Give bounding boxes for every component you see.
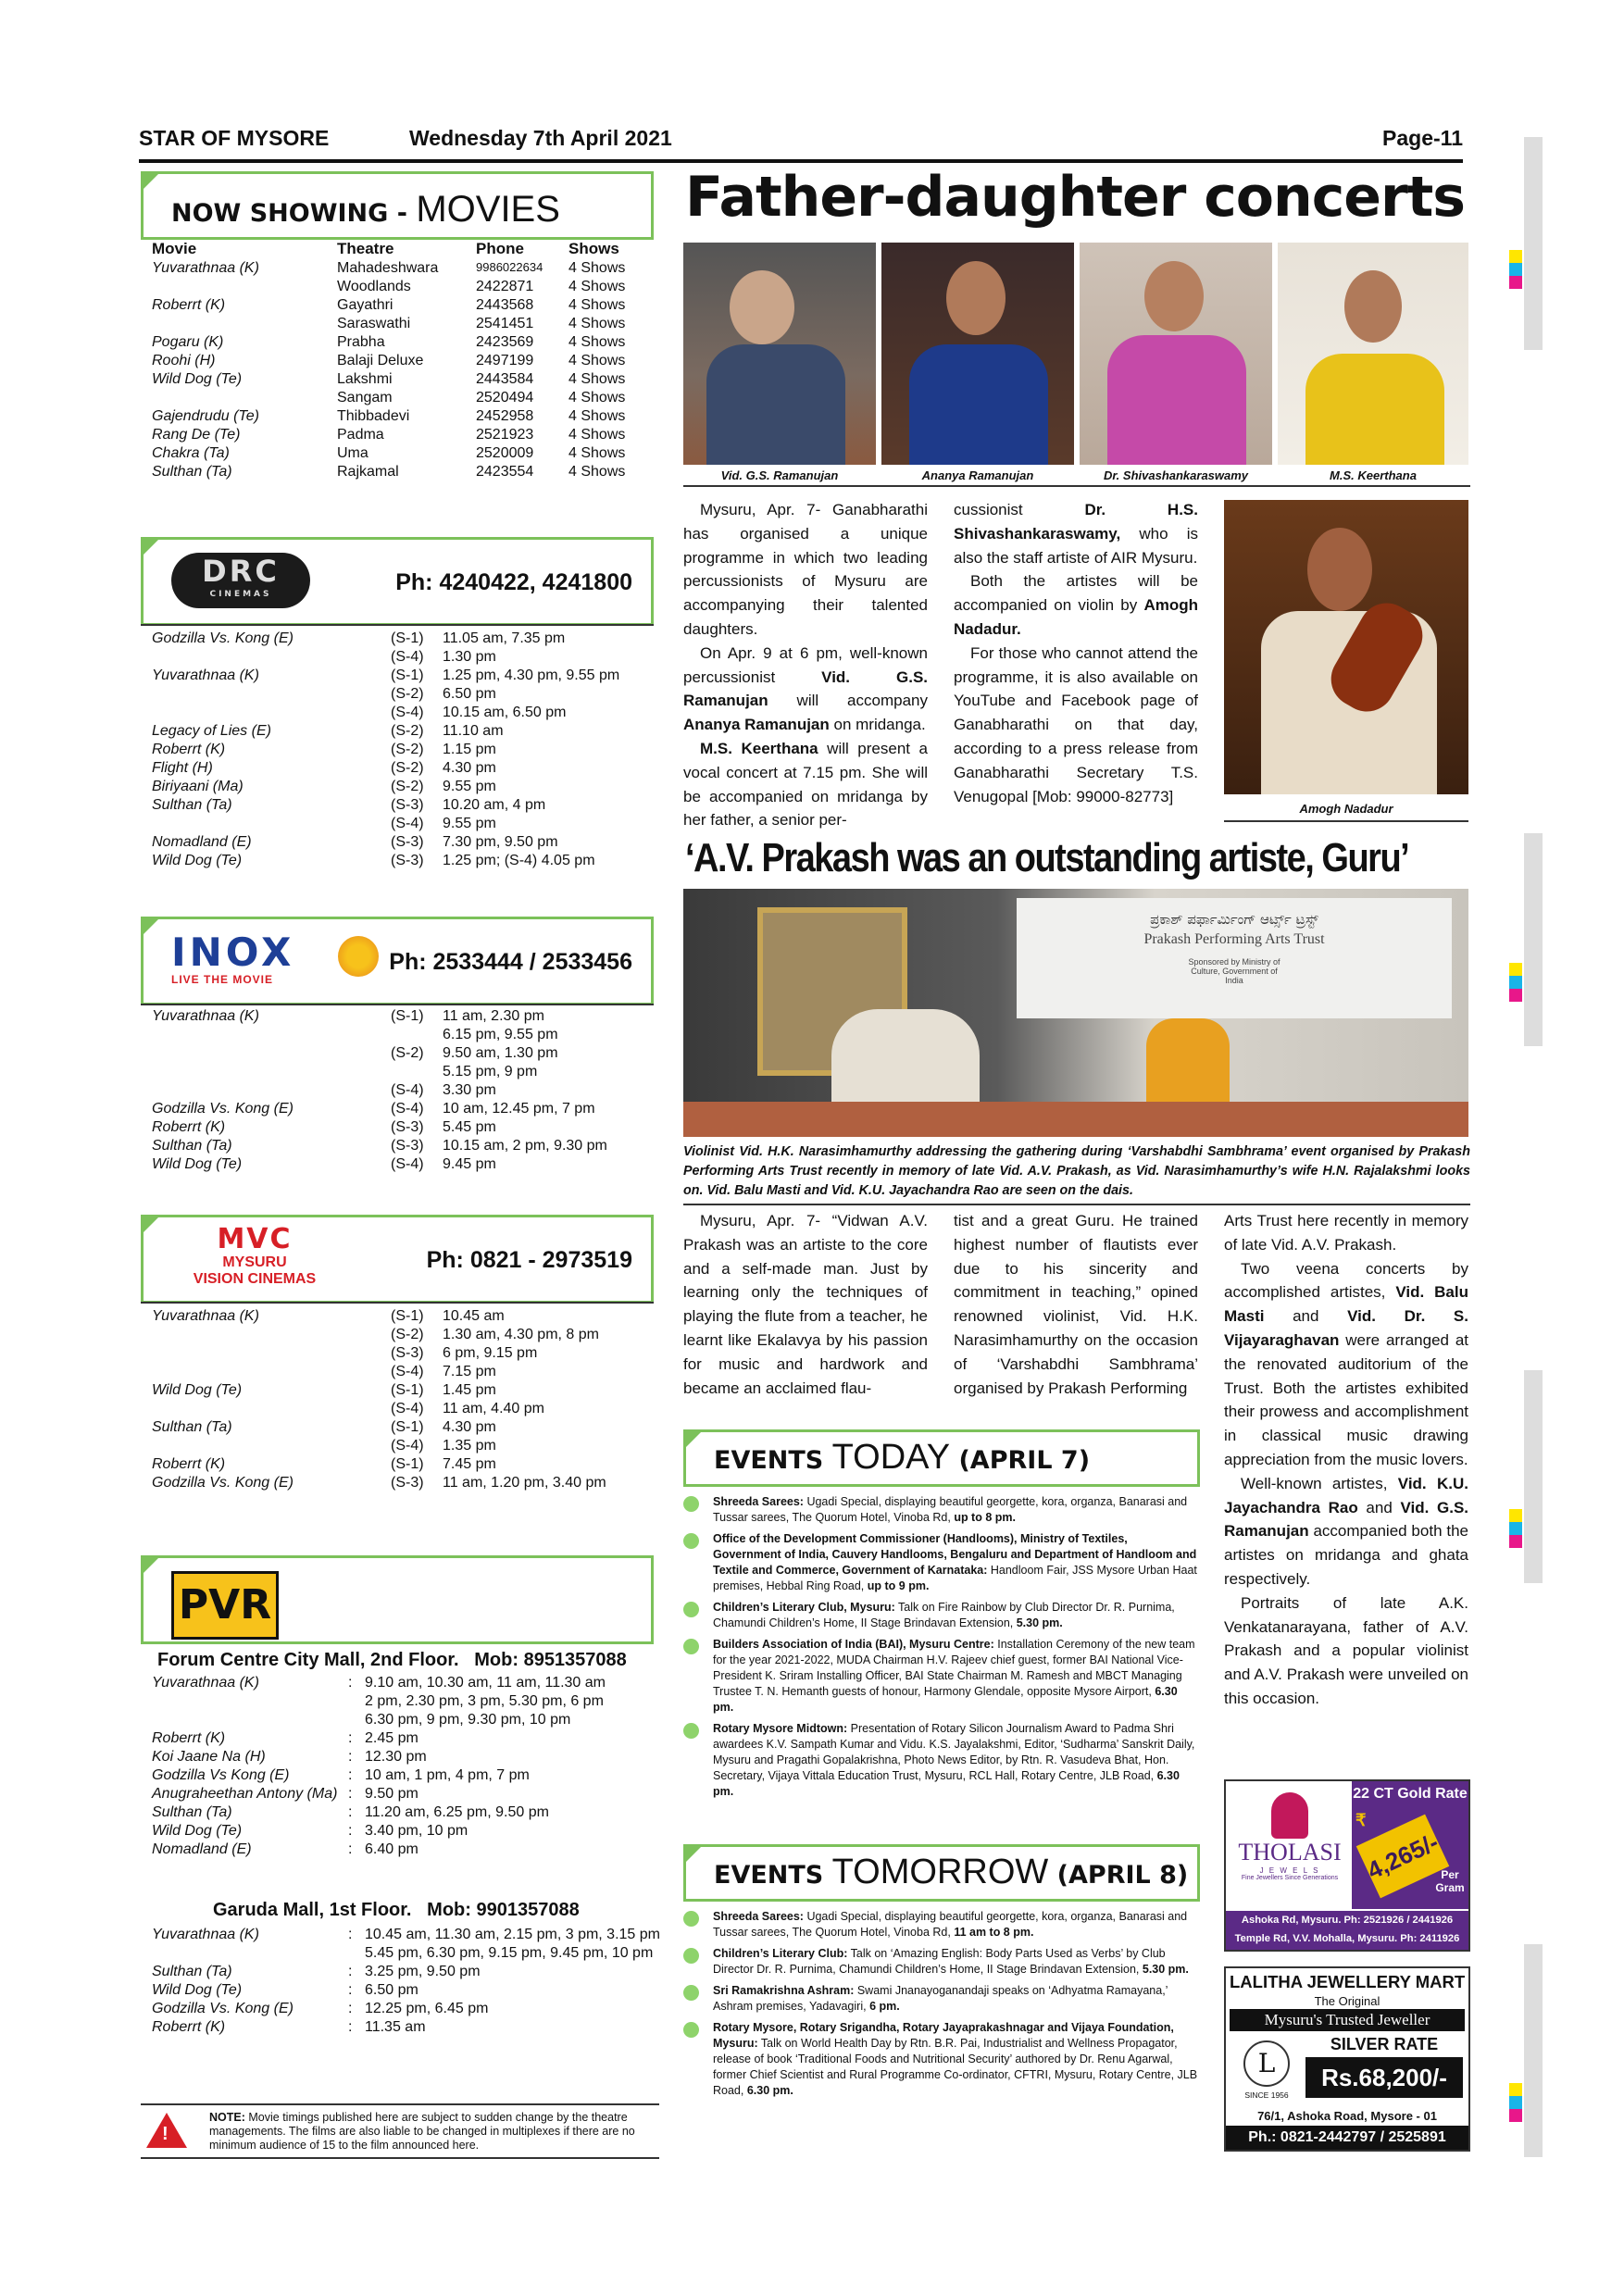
bullet-icon	[683, 1948, 699, 1964]
divider	[141, 624, 654, 626]
tholasi-logo: THOLASI J E W E L S Fine Jewellers Since Generations	[1231, 1787, 1348, 1881]
article2-col3: Arts Trust here recently in memory of late Vid. A.V. Prakash. Two veena concerts by accomplished artistes, Vid. Balu Masti and Vid. Dr. S. Vijayaraghavan were arranged at the renovated auditorium of the Trust. Both the artistes exhibited their prowess and accomplishment in classical music drawing appreciation from the music lovers. Well-known artistes, Vid. K.U. Jayachandra Rao and Vid. G.S. Ramanujan accompanied both the artistes on mridanga and ghata respectively. Portraits of late A.K. Venkatanarayana, father of A.V. Prakash and a popular violinist and A.V. Prakash were unveiled on this occasion.	[1224, 1212, 1469, 1707]
table-row: Koi Jaane Na (H) : 12.30 pm	[152, 1749, 427, 1765]
article2-col1: Mysuru, Apr. 7- “Vidwan A.V. Prakash was an artiste to the core and a self-made man. Just by learning only the techniques of playing the flute from a teacher, he learnt like Ekalavya by his passion for music and hardwork and became an acclaimed flau-	[683, 1212, 928, 1397]
table-row: Wild Dog (Te) Lakshmi 2443584 4 Shows	[152, 371, 626, 387]
table-row: Godzilla Vs. Kong (E) (S-3) 11 am, 1.20 pm, 3.40 pm	[152, 1475, 606, 1491]
table-row: Woodlands 2422871 4 Shows	[337, 279, 626, 294]
tholasi-bird-icon	[1271, 1792, 1308, 1839]
table-row: (S-2) 1.30 am, 4.30 pm, 8 pm	[391, 1327, 599, 1342]
events-today-list	[683, 1494, 1198, 1805]
article2-headline: ‘A.V. Prakash was an outstanding artiste, Guru’	[685, 836, 1409, 881]
pvr-garuda-heading: Garuda Mall, 1st Floor. Mob: 9901357088	[213, 1900, 580, 1920]
table-row: Anugraheethan Antony (Ma) : 9.50 pm	[152, 1786, 418, 1802]
events-today-box	[683, 1429, 1200, 1487]
now-showing-title: NOW SHOWING - MOVIES	[171, 189, 560, 230]
list-item: Rotary Mysore Midtown: Presentation of Rotary Silicon Journalism Award to Padma Shri awardees K.V. Sampath Kumar and Vidu. K.S. Jayalakshmi, Editor, ‘Sudharma’ Sanskrit Daily, Mysuru and Pragathi Gopalakrishna, Photo News Editor, by Rtn. R. Vasudeva Bhat, Hon. Secretary, Vijaya Vittala Education Trust, Mysuru, RCL Hall, Rotary Centre, JLB Road, 6.30 pm.	[683, 1721, 1198, 1800]
table-row: Godzilla Vs. Kong (E) (S-4) 10 am, 12.45 pm, 7 pm	[152, 1101, 595, 1117]
table-row: (S-4) 9.55 pm	[391, 816, 496, 831]
issue-date: Wednesday 7th April 2021	[409, 126, 672, 150]
table-row: Yuvarathnaa (K) : 10.45 am, 11.30 am, 2.15 pm, 3 pm, 3.15 pm	[152, 1927, 660, 1942]
events-tomorrow-box	[683, 1844, 1200, 1902]
table-row: 2 pm, 2.30 pm, 3 pm, 5.30 pm, 6 pm	[365, 1693, 604, 1709]
photo-caption: Amogh Nadadur	[1299, 802, 1393, 816]
table-row: Sulthan (Ta) (S-3) 10.15 am, 2 pm, 9.30 pm	[152, 1138, 607, 1154]
table-row: Yuvarathnaa (K) (S-1) 1.25 pm, 4.30 pm, 9.55 pm	[152, 668, 620, 683]
registration-marks	[1509, 250, 1522, 289]
divider	[141, 1004, 654, 1005]
table-row: Roberrt (K) : 2.45 pm	[152, 1730, 418, 1746]
list-item: Children’s Literary Club: Talk on ‘Amazing English: Body Parts Used as Verbs’ by Club Director Dr. R. Purnima, Chamundi Children’s Home, II Stage Brindavan Extension, 5.30 pm.	[683, 1946, 1198, 1978]
tholasi-ad[interactable]: 22 CT Gold Rate THOLASI J E W E L S Fine Jewellers Since Generations ₹ 4,265/- Per Gram Ashoka Rd, Mysuru. Ph: 2521926 / 2441926 Temple Rd, V.V. Mohalla, Mysuru. Ph: 2411926	[1224, 1779, 1470, 1952]
bullet-icon	[683, 1985, 699, 2001]
photo-ananya	[881, 243, 1074, 465]
lalitha-logo: L SINCE 1956	[1230, 2037, 1304, 2111]
list-item: Builders Association of India (BAI), Mysuru Centre: Installation Ceremony of the new team for the year 2021-2022, MUDA Chairman H.V. Rajeev chief guest, former BAI National Vice-President K. Sriram Installing Officer, BAI State Chairman M. Ramesh and MBCT Managing Trustee T. N. Hemanth guests of honour, Harmony Glendale, opposite Mysore Airport, 6.30 pm.	[683, 1637, 1198, 1716]
photo-amogh	[1224, 500, 1468, 794]
table-row: 6.15 pm, 9.55 pm	[443, 1027, 558, 1042]
list-item: Children’s Literary Club, Mysuru: Talk on Fire Rainbow by Club Director Dr. R. Purnima, Chamundi Children’s Home, II Stage Brindavan Extension, 5.30 pm.	[683, 1600, 1198, 1631]
caption: M.S. Keerthana	[1330, 468, 1417, 482]
table-row: Sulthan (Ta) : 11.20 am, 6.25 pm, 9.50 pm	[152, 1804, 549, 1820]
mvc-logo: MVC MYSURU VISION CINEMAS	[193, 1223, 317, 1287]
note-box: ! NOTE: Movie timings published here are subject to sudden change by the theatre managements. The films are also liable to be changed in multiplexes if there are no minimum audience of 15 to the film announced here.	[141, 2103, 659, 2159]
table-row: (S-2) 9.50 am, 1.30 pm	[391, 1045, 558, 1061]
list-item: Rotary Mysore, Rotary Srigandha, Rotary Jayaprakashnagar and Vijaya Foundation, Mysuru: Talk on World Health Day by Rtn. B.R. Pai, Industrialist and Wellness Propagator, release of book ‘Traditional Foods and Nutritional Security’ authored by Dr. Renu Agarwal, former Chief Scientist and Rural Programme Co-ordinator, CFTRI, Mysuru, Rotary Centre, JLB Road, 6.30 pm.	[683, 2020, 1198, 2099]
table-row: (S-4) 1.35 pm	[391, 1438, 496, 1454]
publication-name: STAR OF MYSORE	[139, 126, 330, 150]
mvc-phone: Ph: 0821 - 2973519	[426, 1247, 632, 1273]
table-row: Yuvarathnaa (K) (S-1) 11 am, 2.30 pm	[152, 1008, 544, 1024]
bullet-icon	[683, 1533, 699, 1549]
registration-marks	[1509, 2083, 1522, 2122]
table-row: Gajendrudu (Te) Thibbadevi 2452958 4 Shows	[152, 408, 626, 424]
article1-col1: Mysuru, Apr. 7- Ganabharathi has organised a unique programme in which two leading percussionists of Mysuru are accompanying their talented daughters. On Apr. 9 at 6 pm, well-known percussionist Vid. G.S. Ramanujan will accompany Ananya Ramanujan on mridanga. M.S. Keerthana will present a vocal concert at 7.15 pm. She will be accompanied on mridanga by her father, a senior per-	[683, 501, 928, 830]
photo-event	[683, 889, 1468, 1137]
gold-price: 4,265/-	[1356, 1815, 1450, 1899]
drc-schedule	[152, 630, 652, 870]
divider	[683, 485, 1470, 487]
table-row: Saraswathi 2541451 4 Shows	[337, 316, 626, 331]
table-row: Godzilla Vs. Kong (E) (S-1) 11.05 am, 7.35 pm	[152, 630, 566, 646]
drc-phone: Ph: 4240422, 4241800	[395, 569, 632, 595]
table-row: Nomadland (E) (S-3) 7.30 pm, 9.50 pm	[152, 834, 558, 850]
inox-sun-icon	[338, 936, 379, 977]
pvr-box	[141, 1555, 654, 1644]
divider	[683, 1204, 1470, 1205]
bullet-icon	[683, 2022, 699, 2038]
article1-col2: cussionist Dr. H.S. Shivashankaraswamy, who is also the staff artiste of AIR Mysuru. Both the artistes will be accompanied on violin by Amogh Nadadur. For those who cannot attend the programme, it is also available on YouTube and Facebook page of Ganabharathi on that day, according to a press release from Ganabharathi Secretary T.S. Venugopal [Mob: 99000-82773]	[954, 501, 1198, 805]
table-row: (S-4) 1.30 pm	[391, 649, 496, 665]
table-row: Sangam 2520494 4 Shows	[337, 390, 626, 406]
events-today-title: EVENTS TODAY (APRIL 7)	[714, 1438, 1091, 1477]
now-showing-box	[141, 171, 654, 240]
portrait-row	[683, 243, 1468, 474]
now-showing-table	[152, 239, 652, 481]
page-number: Page-11	[1382, 126, 1463, 150]
silver-price: Rs.68,200/-	[1305, 2057, 1463, 2098]
table-row: Nomadland (E) : 6.40 pm	[152, 1841, 418, 1857]
article2-col2: tist and a great Guru. He trained highest number of flautists ever due to his sincerity and commitment in teaching,” opined renowned violinist, Vid. H.K. Narasimhamurthy on the occasion of ‘Varshabdhi Sambhrama’ organised by Prakash Performing	[954, 1212, 1198, 1397]
table-row: Legacy of Lies (E) (S-2) 11.10 am	[152, 723, 504, 739]
table-row: Godzilla Vs Kong (E) : 10 am, 1 pm, 4 pm, 7 pm	[152, 1767, 530, 1783]
table-row: (S-4) 7.15 pm	[391, 1364, 496, 1379]
table-row: Wild Dog (Te) (S-1) 1.45 pm	[152, 1382, 496, 1398]
table-row: Roberrt (K) Gayathri 2443568 4 Shows	[152, 297, 626, 313]
margin-bar	[1524, 1944, 1543, 2157]
caption: Ananya Ramanujan	[921, 468, 1034, 482]
bullet-icon	[683, 1639, 699, 1654]
table-row: (S-2) 6.50 pm	[391, 686, 496, 702]
table-row: Wild Dog (Te) (S-4) 9.45 pm	[152, 1156, 496, 1172]
table-row: Pogaru (K) Prabha 2423569 4 Shows	[152, 334, 626, 350]
table-row: 6.30 pm, 9 pm, 9.30 pm, 10 pm	[365, 1712, 571, 1728]
table-row: Rang De (Te) Padma 2521923 4 Shows	[152, 427, 626, 443]
page-header	[139, 126, 1463, 163]
bullet-icon	[683, 1723, 699, 1739]
table-row: Sulthan (Ta) : 3.25 pm, 9.50 pm	[152, 1964, 481, 1979]
drc-logo: DRC CINEMAS	[171, 553, 310, 608]
events-tomorrow-title: EVENTS TOMORROW (APRIL 8)	[714, 1853, 1189, 1891]
table-row: Roberrt (K) (S-1) 7.45 pm	[152, 1456, 496, 1472]
table-row: Sulthan (Ta) Rajkamal 2423554 4 Shows	[152, 464, 626, 480]
table-row: (S-4) 3.30 pm	[391, 1082, 496, 1098]
registration-marks	[1509, 963, 1522, 1002]
pvr-forum-schedule	[152, 1674, 670, 1859]
mvc-box	[141, 1215, 654, 1304]
inox-box	[141, 917, 654, 1005]
list-item: Sri Ramakrishna Ashram: Swami Jnanayoganandaji speaks on ‘Adhyatma Ramayana,’ Ashram premises, Yadavagiri, 6 pm.	[683, 1983, 1198, 2015]
bullet-icon	[683, 1911, 699, 1927]
table-row: Yuvarathnaa (K) Mahadeshwara 9986022634 4 Shows	[152, 260, 626, 276]
bullet-icon	[683, 1602, 699, 1617]
table-row: Yuvarathnaa (K) (S-1) 10.45 am	[152, 1308, 505, 1324]
photo-gs-ramanujan	[683, 243, 876, 465]
pvr-logo: PVR	[171, 1571, 279, 1640]
article2-caption: Violinist Vid. H.K. Narasimhamurthy addressing the gathering during ‘Varshabdhi Sambhrama’ event organised by Prakash Performing Arts Trust recently in memory of late Vid. A.V. Prakash, as Vid. Narasimhamurthy’s wife H.N. Rajalakshmi looks on. Vid. Balu Masti and Vid. K.U. Jayachandra Rao are seen on the dais.	[683, 1144, 1470, 1198]
table-row: Roohi (H) Balaji Deluxe 2497199 4 Shows	[152, 353, 626, 368]
table-row: Roberrt (K) (S-3) 5.45 pm	[152, 1119, 496, 1135]
photo-shivashankaraswamy	[1080, 243, 1272, 465]
drc-box	[141, 537, 654, 626]
table-row: Wild Dog (Te) (S-3) 1.25 pm; (S-4) 4.05 pm	[152, 853, 595, 868]
photo-keerthana	[1278, 243, 1468, 465]
article1-headline: Father-daughter concerts	[685, 165, 1465, 230]
table-row: Yuvarathnaa (K) : 9.10 am, 10.30 am, 11 am, 11.30 am	[152, 1675, 606, 1691]
margin-bar	[1524, 137, 1543, 350]
table-row: Wild Dog (Te) : 3.40 pm, 10 pm	[152, 1823, 468, 1839]
table-row: Chakra (Ta) Uma 2520009 4 Shows	[152, 445, 626, 461]
events-tomorrow-list	[683, 1909, 1198, 2104]
note-text: NOTE: Movie timings published here are subject to sudden change by the theatre managements. The films are also liable to be changed in multiplexes if there are no minimum audience of 15 to the film announced here.	[209, 2111, 635, 2152]
table-row: Sulthan (Ta) (S-1) 4.30 pm	[152, 1419, 496, 1435]
table-row: Godzilla Vs. Kong (E) : 12.25 pm, 6.45 pm	[152, 2001, 489, 2016]
lalitha-ad[interactable]: LALITHA JEWELLERY MART The Original Mysuru's Trusted Jeweller L SINCE 1956 SILVER RATE Rs.68,200/- 76/1, Ashoka Road, Mysore - 01 Ph.: 0821-2442797 / 2525891	[1224, 1966, 1470, 2152]
table-row: Flight (H) (S-2) 4.30 pm	[152, 760, 496, 776]
caption: Vid. G.S. Ramanujan	[720, 468, 839, 482]
pvr-garuda-schedule	[152, 1926, 670, 2037]
inox-schedule	[152, 1007, 652, 1174]
table-row: Sulthan (Ta) (S-3) 10.20 am, 4 pm	[152, 797, 546, 813]
divider	[1224, 820, 1468, 822]
list-item: Office of the Development Commissioner (Handlooms), Ministry of Textiles, Government of India, Cauvery Handlooms, Bengaluru and Department of Handloom and Textile and Commerce, Government of Karnataka: Handloom Fair, JSS Mysore Urban Haat premises, Hebbal Ring Road, up to 9 pm.	[683, 1531, 1198, 1594]
margin-bar	[1524, 833, 1543, 1046]
table-row: (S-4) 11 am, 4.40 pm	[391, 1401, 544, 1416]
table-row: Roberrt (K) : 11.35 am	[152, 2019, 426, 2035]
table-row: (S-3) 6 pm, 9.15 pm	[391, 1345, 538, 1361]
list-item: Shreeda Sarees: Ugadi Special, displaying beautiful georgette, kora, organza, Banarasi and Tussar sarees, The Quorum Hotel, Vinoba Rd, up to 8 pm.	[683, 1494, 1198, 1526]
margin-bar	[1524, 1370, 1543, 1583]
registration-marks	[1509, 1509, 1522, 1548]
table-row: (S-4) 10.15 am, 6.50 pm	[391, 705, 567, 720]
inox-phone: Ph: 2533444 / 2533456	[389, 949, 632, 975]
table-row: Roberrt (K) (S-2) 1.15 pm	[152, 742, 496, 757]
event-banner: ಪ್ರಕಾಶ್ ಪರ್ಫಾರ್ಮಿಂಗ್ ಆರ್ಟ್ಸ್ ಟ್ರಸ್ಟ್ Prakash Performing Arts Trust Sponsored by Ministry of Culture, Government of India	[1017, 898, 1452, 1018]
mvc-schedule	[152, 1307, 652, 1492]
pvr-forum-heading: Forum Centre City Mall, 2nd Floor. Mob: 8951357088	[157, 1650, 627, 1670]
table-row: Biriyaani (Ma) (S-2) 9.55 pm	[152, 779, 496, 794]
table-row: 5.45 pm, 6.30 pm, 9.15 pm, 9.45 pm, 10 pm	[365, 1945, 654, 1961]
list-item: Shreeda Sarees: Ugadi Special, displaying beautiful georgette, kora, organza, Banarasi and Tussar sarees, The Quorum Hotel, Vinoba Rd, 11 am to 8 pm.	[683, 1909, 1198, 1940]
table-row: 5.15 pm, 9 pm	[443, 1064, 538, 1079]
divider	[141, 1302, 654, 1304]
caption: Dr. Shivashankaraswamy	[1103, 468, 1249, 482]
table-header: Movie Theatre Phone Shows	[152, 240, 619, 257]
table-row: Wild Dog (Te) : 6.50 pm	[152, 1982, 418, 1998]
inox-logo: INOX LIVE THE MOVIE	[171, 932, 384, 992]
bullet-icon	[683, 1496, 699, 1512]
